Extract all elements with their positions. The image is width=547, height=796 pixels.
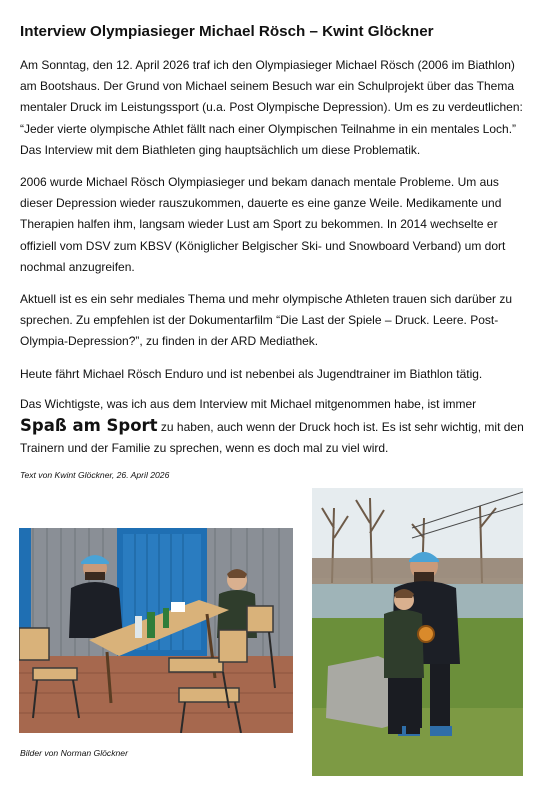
closing-emphasis: Spaß am Sport: [20, 416, 158, 436]
closing-rest: zu haben, auch wenn der Druck hoch ist. Es ist sehr wichtig, mit den Trainern und der Familie zu sprechen, wenn es doch mal zu viel wird.: [20, 420, 524, 456]
athlete-and-boy-illustration: [312, 488, 523, 776]
paragraph-closing: [20, 394, 528, 460]
closing-intro: Das Wichtigste, was ich aus dem Interview mit Michael mitgenommen habe, ist immer: [20, 396, 477, 411]
paragraph-2: 2006 wurde Michael Rösch Olympiasieger und bekam danach mentale Probleme. Um aus dieser Depression wieder rauszukommen, dauerte es eine ganze Weile. Medikamente und Therapien halfen ihm, langsam wieder Lust am Sport zu bekommen. In 2014 wechselte er offiziell vom DSV zum KBSV (Königlicher Belgischer Ski- und Snowboard Verband) um dort nochmal anzugreifen.: [20, 175, 506, 274]
photo-interview-table: [19, 528, 293, 733]
paragraph-4: Heute fährt Michael Rösch Enduro und ist nebenbei als Jugendtrainer im Biathlon tätig.: [20, 366, 483, 381]
paragraph-3: Aktuell ist es ein sehr mediales Thema und mehr olympische Athleten trauen sich darüber zu sprechen. Zu empfehlen ist der Dokumentarfilm “Die Last der Spiele – Druck. Leere. Post-Olympia-Depression?”, zu finden in der ARD Mediathek.: [20, 292, 513, 349]
interview-table-illustration: [19, 528, 293, 733]
author-caption: Text von Kwint Glöckner, 26. April 2026: [20, 470, 170, 480]
photo-caption: Bilder von Norman Glöckner: [20, 748, 128, 758]
page-title: Interview Olympiasieger Michael Rösch – Kwint Glöckner: [20, 23, 434, 40]
photo-athlete-and-boy: [312, 488, 523, 776]
article-body: [20, 55, 528, 470]
paragraph-1: Am Sonntag, den 12. April 2026 traf ich den Olympiasieger Michael Rösch (2006 im Biathlon) am Bootshaus. Der Grund von Michael seinem Besuch war ein Schulprojekt über das Thema mentaler Druck im Leistungssport (u.a. Post Olympische Depression). Um es zu verdeutlichen: “Jeder vierte olympische Athlet fällt nach einer Olympischen Teilnahme in ein mentales Loch.” Das Interview mit dem Biathleten ging hauptsächlich um diese Problematik.: [20, 58, 523, 157]
